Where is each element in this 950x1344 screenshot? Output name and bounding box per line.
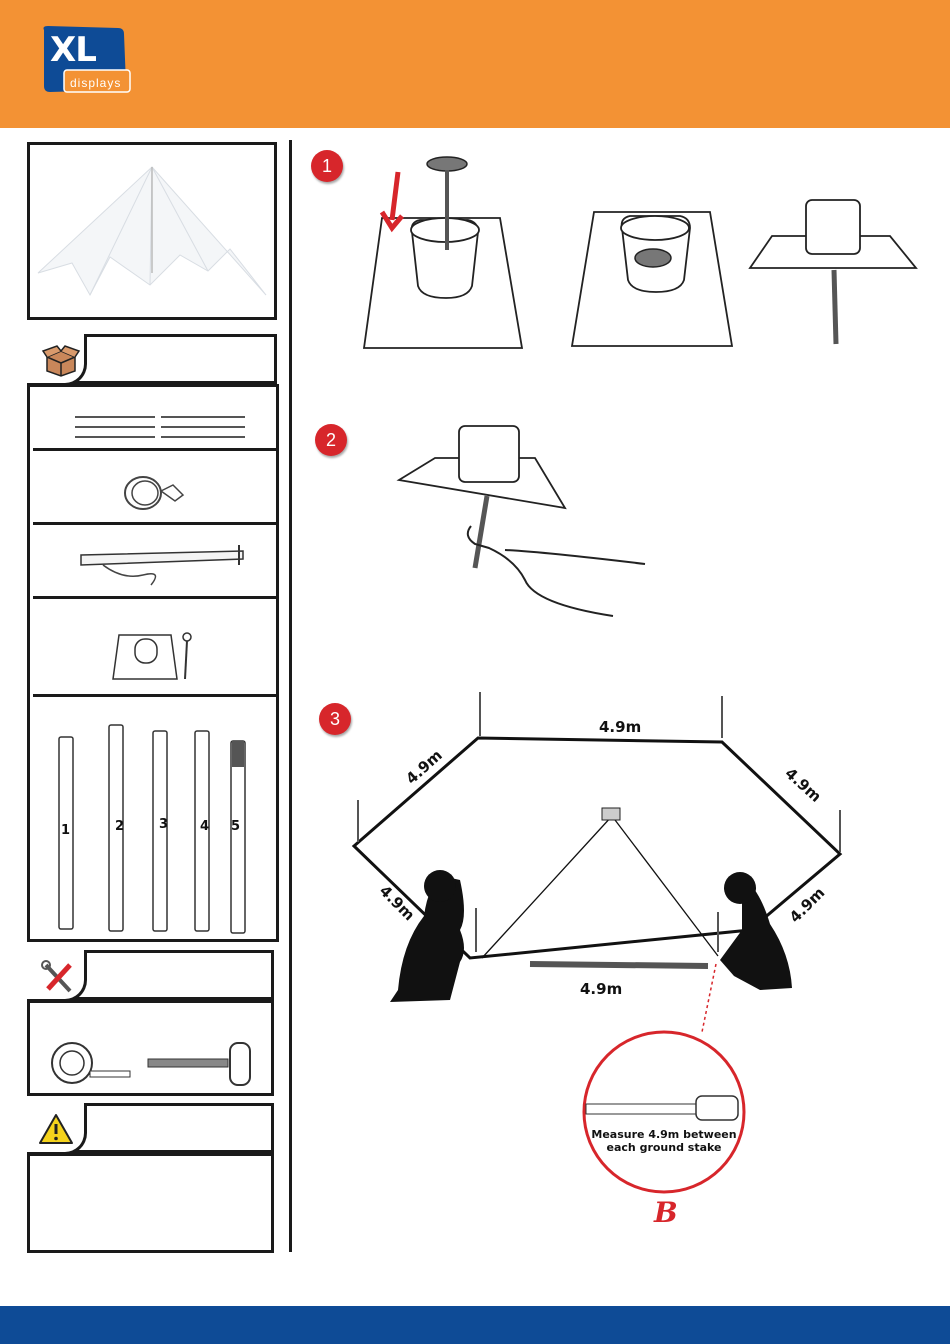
- measure-lower-left: 4.9m: [375, 881, 419, 925]
- package-item-baseplate: [33, 599, 276, 697]
- callout-label: B: [654, 1196, 678, 1229]
- tools-icon: [40, 961, 76, 995]
- footer-bar: [0, 1306, 950, 1344]
- package-item-rope: [33, 451, 276, 525]
- measure-upper-right: 4.9m: [781, 764, 825, 806]
- baseplate-image: [33, 599, 276, 695]
- rope-coil-image: [33, 451, 276, 523]
- warning-header: [27, 1103, 274, 1153]
- callout-caption: [588, 1128, 740, 1154]
- package-item-frame: [33, 525, 276, 599]
- column-divider: [289, 140, 292, 1252]
- measure-upper-left: 4.9m: [402, 746, 446, 788]
- pole-number-1: 1: [61, 823, 71, 838]
- callout-line-1: Measure 4.9m between: [591, 1128, 737, 1141]
- product-image-panel: [27, 142, 277, 320]
- pole-number-5: 5: [231, 819, 241, 834]
- step-2-illustration: [395, 420, 665, 620]
- warning-icon: [38, 1112, 74, 1146]
- logo-text: XL: [50, 30, 96, 70]
- tools-image: [30, 1003, 271, 1093]
- package-contents-list: [27, 384, 279, 942]
- step-2-badge: 2: [315, 424, 347, 456]
- package-contents-header: [27, 334, 277, 384]
- header-bar: [0, 0, 950, 128]
- pole-number-2: 2: [115, 819, 125, 834]
- callout-line-2: each ground stake: [606, 1141, 722, 1154]
- pole-number-4: 4: [200, 819, 210, 834]
- star-tent-image: [30, 145, 274, 317]
- cords-image: [33, 387, 276, 447]
- tools-panel: [27, 1000, 274, 1096]
- tools-header: [27, 950, 274, 1000]
- step-1-illustration: [360, 150, 920, 355]
- package-item-cords: [33, 387, 276, 451]
- measure-top: 4.9m: [599, 718, 642, 736]
- frame-bar-image: [33, 525, 276, 597]
- logo-subtext: displays: [70, 76, 122, 90]
- step-1-badge: 1: [311, 150, 343, 182]
- poles-image: [33, 697, 276, 939]
- pole-number-3: 3: [159, 817, 169, 832]
- measure-bottom: 4.9m: [580, 980, 623, 998]
- step-3-badge: 3: [319, 703, 351, 735]
- measure-lower-right: 4.9m: [785, 883, 829, 927]
- box-icon: [42, 345, 80, 377]
- tape-callout: [580, 960, 750, 1200]
- warning-panel: [27, 1153, 274, 1253]
- package-item-poles: [33, 697, 276, 939]
